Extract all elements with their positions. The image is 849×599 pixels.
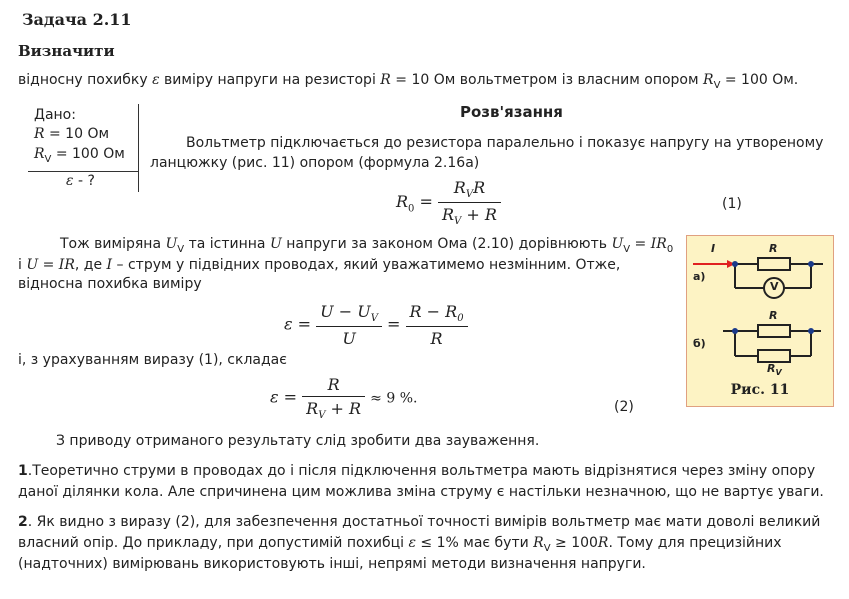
- given-find: ε - ?: [66, 173, 95, 189]
- figure-label-a: а): [693, 270, 706, 283]
- task-statement: відносну похибку ε виміру напруги на резисторі R = 10 Ом вольтметром із власним опором $R_V = 100$ Ом.: [18, 72, 799, 91]
- solution-paragraph-2: Тож виміряна $U_V$ та істинна U напруги за законом Ома (2.10) дорівнюють $U_V = IR_0$: [60, 236, 674, 255]
- figure-11: [686, 235, 834, 407]
- equation-2: ε = $\frac{R}{R_V + R}$ ≈ 9 %.: [270, 375, 418, 422]
- given-r: R = 10 Ом: [34, 126, 110, 142]
- given-rv: $R_V = 100$ Ом: [34, 146, 125, 165]
- given-block: [28, 104, 139, 192]
- voltmeter-label: V: [770, 280, 779, 293]
- remark-1-cont: даної ділянки кола. Але спричинена цим можлива зміна струму є настільки незначною, що не вартує уваги.: [18, 484, 824, 500]
- solution-paragraph-2-cont: і U = IR, де I – струм у підвідних проводах, який уважатимемо незмінним. Отже,: [18, 257, 621, 273]
- equation-1-number: (1): [722, 196, 742, 212]
- solution-paragraph-3: і, з урахуванням виразу (1), складає: [18, 352, 287, 368]
- remark-2-end: (надточних) вимірювань використовують інші, непрямі методи визначення напруги.: [18, 556, 646, 572]
- solution-paragraph-1-cont: ланцюжку (рис. 11) опором (формула 2.16а): [150, 155, 480, 171]
- equation-epsilon: ε = $\frac{U - U_V}{U}$ = $\frac{R - R_0}{R}$: [284, 302, 468, 348]
- task-heading: Визначити: [18, 42, 115, 60]
- equation-epsilon-fraction-2: $\frac{R - R_0}{R}$: [406, 302, 468, 348]
- solution-paragraph-2-end: відносна похибка виміру: [18, 276, 202, 292]
- resistor-b-label: R: [769, 309, 778, 322]
- given-divider-vertical: [138, 104, 139, 192]
- resistor-rv-icon: [758, 350, 790, 362]
- solution-heading: Розв'язання: [460, 103, 563, 121]
- figure-label-b: б): [693, 337, 706, 350]
- page-title: Задача 2.11: [22, 10, 132, 29]
- resistor-a-label: R: [769, 242, 778, 255]
- node-a-left: [732, 261, 738, 267]
- equation-2-number: (2): [614, 399, 634, 415]
- circuit-diagram: [687, 236, 833, 382]
- resistor-b-icon: [758, 325, 790, 337]
- given-divider-horizontal: [28, 171, 138, 172]
- node-b-left: [732, 328, 738, 334]
- current-label: I: [711, 242, 716, 255]
- resistor-rv-label: $R_V$: [767, 362, 782, 378]
- resistor-a-icon: [758, 258, 790, 270]
- figure-caption: Рис. 11: [730, 382, 790, 398]
- solution-paragraph-4: З приводу отриманого результату слід зробити два зауваження.: [56, 433, 540, 449]
- equation-1-fraction: $\frac{R_VR}{R_V + R}$: [438, 178, 501, 227]
- node-b-right: [808, 328, 814, 334]
- remark-2-cont: власний опір. До прикладу, при допустимій похибці ε ≤ 1% має бути $R_V \ge 100R$. Тому для прецизійних: [18, 535, 782, 554]
- equation-2-fraction: $\frac{R}{R_V + R}$: [302, 375, 365, 421]
- given-label: Дано:: [34, 107, 76, 123]
- solution-paragraph-1: Вольтметр підключається до резистора паралельно і показує напругу на утвореному: [186, 135, 824, 151]
- equation-1: $R_0$ = $\frac{R_VR}{R_V + R}$: [396, 178, 501, 227]
- node-a-right: [808, 261, 814, 267]
- equation-epsilon-fraction-1: $\frac{U - U_V}{U}$: [316, 302, 382, 348]
- remark-2: 2. Як видно з виразу (2), для забезпечення достатньої точності вимірів вольтметр має мати доволі великий: [18, 514, 821, 530]
- remark-1: 1.Теоретично струми в проводах до і після підключення вольтметра мають відрізнятися через зміну опору: [18, 463, 816, 479]
